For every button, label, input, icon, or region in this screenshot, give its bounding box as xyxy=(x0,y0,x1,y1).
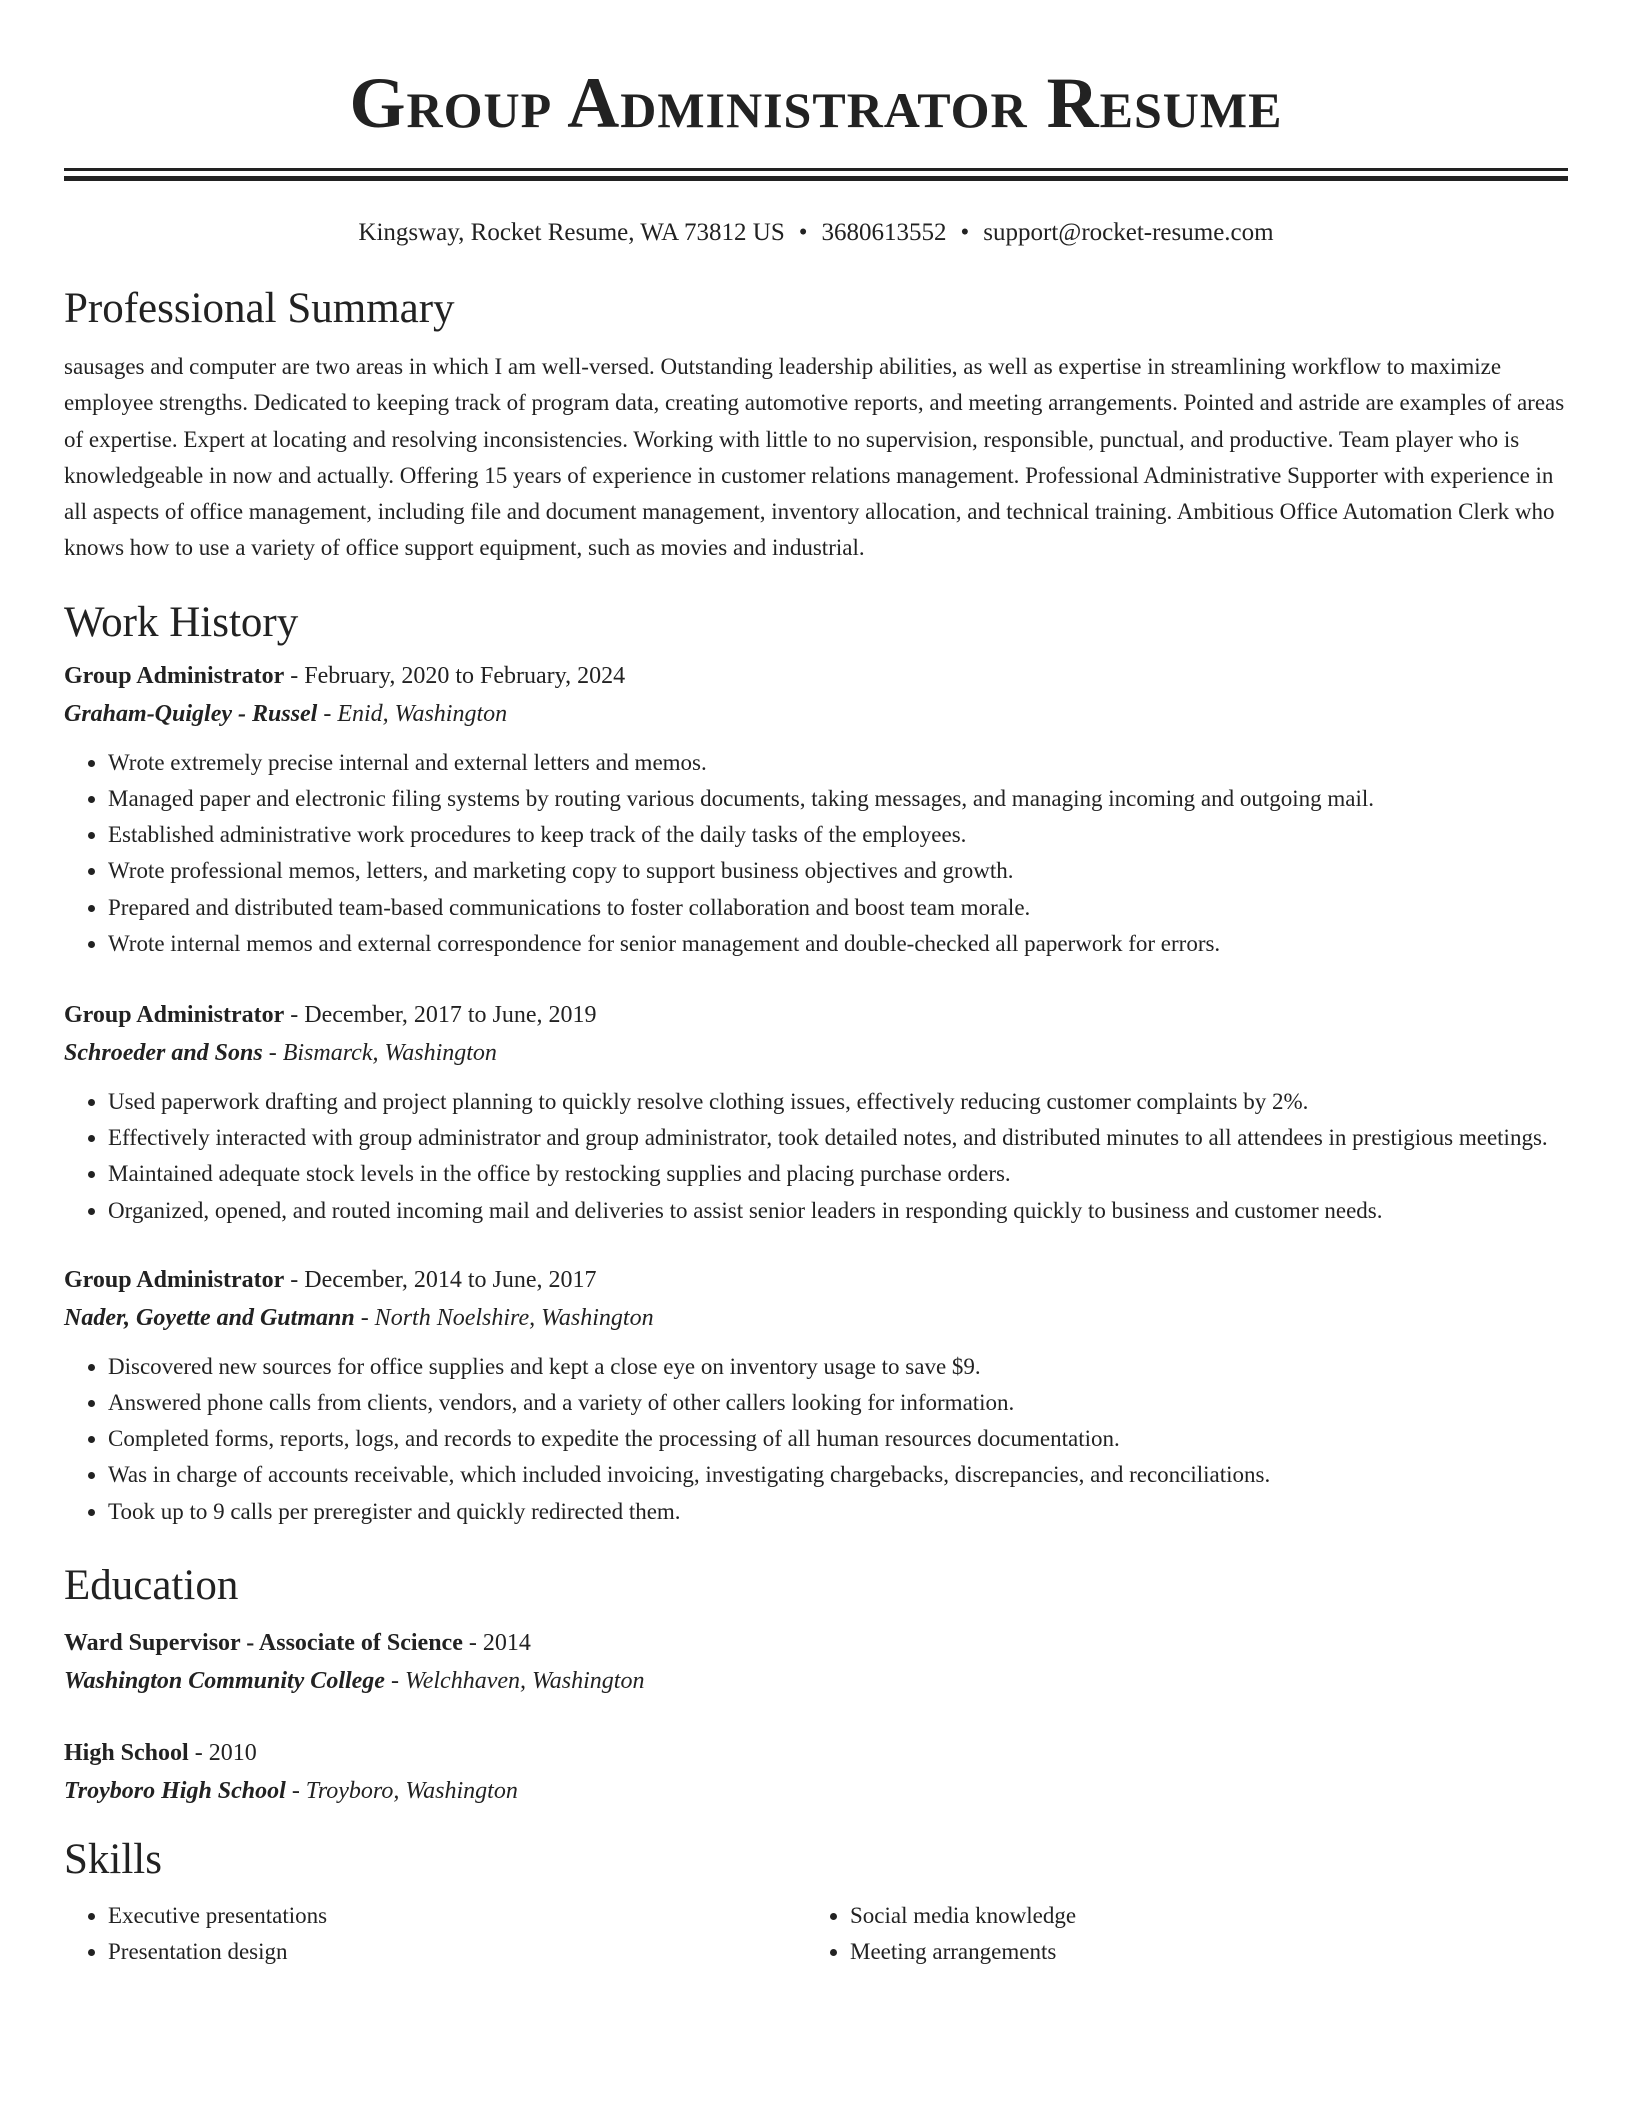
job-title-line xyxy=(64,1261,1568,1299)
job-entry xyxy=(64,996,1568,1229)
skills-bullets xyxy=(64,1898,806,1970)
job-bullet: • Managed paper and electronic filing systems by routing various documents, taking messages, and managing incoming and outgoing mail. xyxy=(108,781,1568,817)
section-heading-summary: Professional Summary xyxy=(64,285,455,332)
job-entry xyxy=(64,657,1568,962)
education-school: Washington Community College xyxy=(64,1667,385,1694)
skill-item: • Social media knowledge xyxy=(850,1898,1548,1934)
job-bullet: • Effectively interacted with group administrator and group administrator, took detailed notes, and distributed minutes to all attendees in prestigious meetings. xyxy=(108,1120,1568,1156)
job-bullet: • Was in charge of accounts receivable, which included invoicing, investigating chargebacks, discrepancies, and reconciliations. xyxy=(108,1457,1568,1493)
job-company-line xyxy=(64,1034,1568,1072)
summary-text: sausages and computer are two areas in which I am well-versed. Outstanding leadership abilities, as well as expertise in streamlining workflow to maximize employee strengths. Dedicated to keeping track of program data, creating automotive reports, and meeting arrangements. Pointed and astride are examples of areas of expertise. Expert at locating and resolving inconsistencies. Working with little to no supervision, responsible, punctual, and productive. Team player who is knowledgeable in now and actually. Offering 15 years of experience in customer relations management. Professional Administrative Supporter with experience in all aspects of office management, including file and document management, inventory allocation, and technical training. Ambitious Office Automation Clerk who knows how to use a variety of office support equipment, such as movies and industrial. xyxy=(64,354,1565,561)
job-bullets xyxy=(64,1349,1568,1530)
education-school: Troyboro High School xyxy=(64,1777,286,1804)
job-bullet: • Wrote professional memos, letters, and marketing copy to support business objectives and growth. xyxy=(108,853,1568,889)
education-degree-line xyxy=(64,1624,1568,1662)
job-location: - North Noelshire, Washington xyxy=(354,1304,654,1331)
resume-title: Group Administrator Resume xyxy=(349,63,1283,143)
job-bullet: • Prepared and distributed team-based communications to foster collaboration and boost team morale. xyxy=(108,890,1568,926)
section-heading-education: Education xyxy=(64,1561,239,1609)
education-school-line xyxy=(64,1662,1568,1700)
job-bullet: • Wrote extremely precise internal and external letters and memos. xyxy=(108,745,1568,781)
contact-address: Kingsway, Rocket Resume, WA 73812 US xyxy=(358,219,785,246)
job-bullet: • Discovered new sources for office supplies and kept a close eye on inventory usage to save $9. xyxy=(108,1349,1568,1385)
job-role: Group Administrator xyxy=(64,1002,285,1028)
skill-item: • Meeting arrangements xyxy=(850,1934,1548,1970)
skill-item: • Presentation design xyxy=(108,1934,806,1970)
skills-column-right xyxy=(806,1898,1548,1970)
contact-email: support@rocket-resume.com xyxy=(983,219,1274,246)
job-bullet: • Answered phone calls from clients, vendors, and a variety of other callers looking for information. xyxy=(108,1385,1568,1421)
education-degree-line xyxy=(64,1734,1568,1772)
education-location: - Troyboro, Washington xyxy=(285,1777,518,1804)
job-bullets xyxy=(64,745,1568,962)
job-bullet: • Completed forms, reports, logs, and records to expedite the processing of all human resources documentation. xyxy=(108,1421,1568,1457)
title-divider-top xyxy=(64,168,1568,171)
job-company: Graham-Quigley - Russel xyxy=(64,700,318,727)
job-dates: - December, 2017 to June, 2019 xyxy=(284,1002,597,1028)
job-role: Group Administrator xyxy=(64,1266,285,1293)
job-company-line xyxy=(64,1299,1568,1337)
title-divider-bottom xyxy=(64,176,1568,181)
job-bullet: • Took up to 9 calls per preregister and quickly redirected them. xyxy=(108,1494,1568,1530)
job-title-line xyxy=(64,996,1568,1034)
job-bullet: • Maintained adequate stock levels in the office by restocking supplies and placing purchase orders. xyxy=(108,1156,1568,1192)
job-company: Schroeder and Sons xyxy=(64,1040,263,1066)
job-bullet: • Used paperwork drafting and project planning to quickly resolve clothing issues, effectively reducing customer complaints by 2%. xyxy=(108,1084,1568,1120)
education-year: - 2014 xyxy=(462,1629,531,1656)
resume-page xyxy=(64,0,1568,1970)
job-location: - Enid, Washington xyxy=(317,700,508,727)
education-degree: High School xyxy=(64,1739,189,1766)
job-bullet: • Established administrative work procedures to keep track of the daily tasks of the employees. xyxy=(108,817,1568,853)
contact-line xyxy=(64,215,1568,251)
skills-list xyxy=(64,1898,1568,1970)
education-entry xyxy=(64,1624,1568,1700)
education-degree: Ward Supervisor - Associate of Science xyxy=(64,1629,463,1656)
section-heading-work-history: Work History xyxy=(64,598,299,646)
contact-separator: • xyxy=(798,219,808,246)
contact-separator: • xyxy=(960,219,970,246)
section-heading-skills: Skills xyxy=(64,1835,162,1883)
job-role: Group Administrator xyxy=(64,662,285,689)
contact-phone: 3680613552 xyxy=(821,219,947,246)
job-bullets xyxy=(64,1084,1568,1229)
education-location: - Welchhaven, Washington xyxy=(384,1667,645,1694)
education-entry xyxy=(64,1734,1568,1810)
job-bullet: • Wrote internal memos and external correspondence for senior management and double-checked all paperwork for errors. xyxy=(108,926,1568,962)
job-dates: - February, 2020 to February, 2024 xyxy=(284,662,626,689)
job-bullet: • Organized, opened, and routed incoming mail and deliveries to assist senior leaders in responding quickly to business and customer needs. xyxy=(108,1193,1568,1229)
job-entry xyxy=(64,1261,1568,1530)
job-company: Nader, Goyette and Gutmann xyxy=(64,1304,355,1331)
education-year: - 2010 xyxy=(188,1739,257,1766)
job-location: - Bismarck, Washington xyxy=(262,1040,497,1066)
job-dates: - December, 2014 to June, 2017 xyxy=(284,1266,597,1293)
job-company-line xyxy=(64,695,1568,733)
skill-item: • Executive presentations xyxy=(108,1898,806,1934)
skills-bullets xyxy=(806,1898,1548,1970)
skills-column-left xyxy=(64,1898,806,1970)
education-school-line xyxy=(64,1772,1568,1810)
job-title-line xyxy=(64,657,1568,695)
